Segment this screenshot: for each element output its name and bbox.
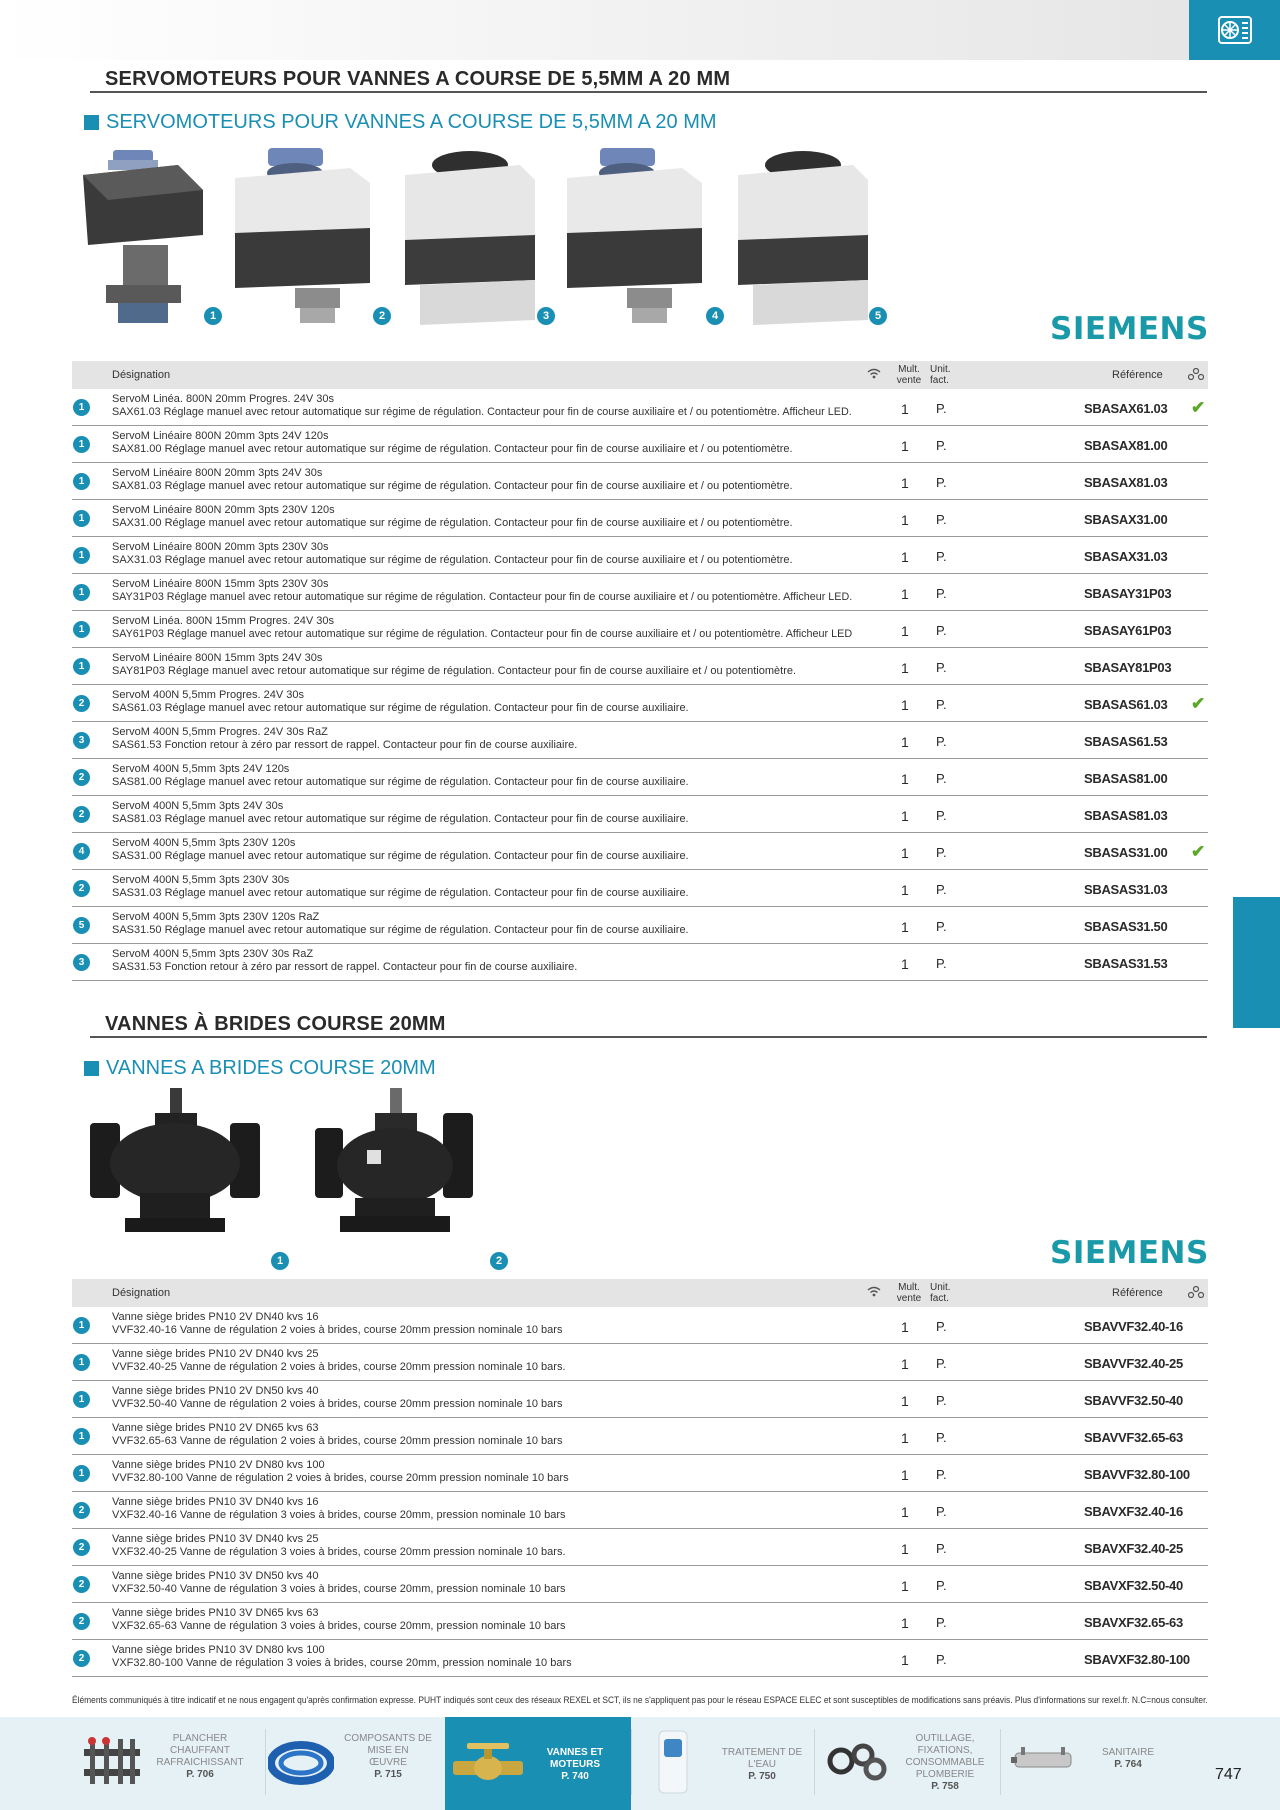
table-row[interactable] [72,500,1208,537]
billing-unit: P. [936,401,947,416]
category-line1: VANNES ET MOTEURS [546,1747,604,1770]
subsection-title: VANNES A BRIDES COURSE 20MM [106,1057,436,1079]
row-number-badge: 1 [73,1317,90,1334]
product-reference: SBASAS81.00 [1084,771,1168,786]
table-row[interactable] [72,685,1208,722]
sales-multiple: 1 [901,1430,909,1446]
billing-unit: P. [936,586,947,601]
product-reference: SBAVVF32.40-16 [1084,1319,1183,1334]
category-line2: RAFRAICHISSANT [156,1757,244,1768]
product-name: ServoM 400N 5,5mm Progres. 24V 30s [112,689,304,701]
product-name: ServoM Linéaire 800N 15mm 3pts 230V 30s [112,578,329,590]
category-line2: ŒUVRE [369,1757,407,1768]
product-description: SAS81.03 Réglage manuel avec retour automatique sur régime de régulation. Contacteur pour fin de course auxiliaire. [112,813,689,825]
sales-multiple: 1 [901,549,909,565]
sales-multiple: 1 [901,1578,909,1594]
sales-multiple: 1 [901,882,909,898]
actuator-sas-grey-image [400,145,540,325]
product-reference: SBAVXF32.65-63 [1084,1615,1183,1630]
sales-multiple: 1 [901,697,909,713]
sales-multiple: 1 [901,660,909,676]
product-name: ServoM Linéaire 800N 20mm 3pts 24V 120s [112,430,329,442]
square-bullet-icon [84,115,99,130]
row-number-badge: 5 [73,917,90,934]
header-reference: Référence [1112,369,1163,381]
product-name: ServoM 400N 5,5mm 3pts 24V 120s [112,763,290,775]
brand-logo: SIEMENS [1050,1235,1209,1271]
header-unit-line1: Unit. [930,364,951,375]
row-number-badge: 1 [73,1391,90,1408]
header-unit-line2: fact. [930,1293,949,1304]
brand-logo: SIEMENS [1050,311,1209,347]
section-divider [90,1036,1207,1038]
product-reference: SBASAY31P03 [1084,586,1172,601]
billing-unit: P. [936,623,947,638]
category-tab-corner[interactable] [1189,0,1280,60]
stock-check-icon: ✔ [1191,694,1206,713]
table-header [72,361,1208,389]
row-number-badge: 2 [73,880,90,897]
product-description: VVF32.40-16 Vanne de régulation 2 voies à brides, course 20mm pression nominale 10 bars [112,1324,563,1336]
product-description: SAS61.03 Réglage manuel avec retour automatique sur régime de régulation. Contacteur pour fin de course auxiliaire. [112,702,689,714]
product-description: VVF32.40-25 Vanne de régulation 2 voies à brides, course 20mm pression nominale 10 bars. [112,1361,566,1373]
billing-unit: P. [936,882,947,897]
table-row[interactable] [72,907,1208,944]
square-bullet-icon [84,1061,99,1076]
table-row[interactable] [72,463,1208,500]
image-number-badge: 2 [373,307,391,325]
table-row[interactable] [72,796,1208,833]
stock-check-icon: ✔ [1191,398,1206,417]
category-link-composants[interactable] [266,1717,444,1810]
header-mult [894,364,924,386]
product-description: VXF32.50-40 Vanne de régulation 3 voies à brides, course 20mm, pression nominale 10 bars [112,1583,566,1595]
wifi-icon [867,368,881,382]
category-line1: PLANCHER CHAUFFANT [170,1733,230,1756]
table-row[interactable] [72,870,1208,907]
category-line2: CONSOMMABLE PLOMBERIE [905,1757,985,1780]
actuator-sas-blue-image-1 [230,148,375,326]
row-number-badge: 1 [73,1354,90,1371]
sales-multiple: 1 [901,401,909,417]
sales-multiple: 1 [901,808,909,824]
actuator-sax-image [78,150,208,325]
table-row[interactable] [72,648,1208,685]
category-label [338,1733,438,1781]
product-description: VXF32.40-25 Vanne de régulation 3 voies à brides, course 20mm pression nominale 10 bars. [112,1546,566,1558]
table-row[interactable] [72,833,1208,870]
image-number-badge: 1 [204,307,222,325]
sales-multiple: 1 [901,771,909,787]
category-link-sanitaire[interactable] [1001,1717,1200,1810]
sales-multiple: 1 [901,1541,909,1557]
product-name: ServoM Linéa. 800N 20mm Progres. 24V 30s [112,393,334,405]
product-description: SAX31.00 Réglage manuel avec retour automatique sur régime de régulation. Contacteur pour fin de course auxiliaire et / ou potentiomètre. [112,517,793,529]
table-row[interactable] [72,426,1208,463]
billing-unit: P. [936,1393,947,1408]
table-row[interactable] [72,759,1208,796]
product-description: VXF32.40-16 Vanne de régulation 3 voies à brides, course 20mm, pression nominale 10 bars [112,1509,566,1521]
row-number-badge: 1 [73,510,90,527]
table-row[interactable] [72,722,1208,759]
sales-multiple: 1 [901,845,909,861]
billing-unit: P. [936,475,947,490]
table-row[interactable] [72,537,1208,574]
row-number-badge: 1 [73,658,90,675]
row-number-badge: 3 [73,732,90,749]
row-number-badge: 2 [73,1576,90,1593]
table-row[interactable] [72,944,1208,981]
product-reference: SBASAY81P03 [1084,660,1172,675]
product-name: Vanne siège brides PN10 2V DN65 kvs 63 [112,1422,319,1434]
product-reference: SBASAX61.03 [1084,401,1168,416]
subsection-heading [84,1057,436,1080]
billing-unit: P. [936,1467,947,1482]
image-number-badge: 4 [706,307,724,325]
product-name: Vanne siège brides PN10 2V DN40 kvs 16 [112,1311,319,1323]
valve-icon [453,1741,523,1787]
valve-2-way-image [90,1088,260,1238]
water-filter-icon [656,1727,690,1797]
sales-multiple: 1 [901,1652,909,1668]
billing-unit: P. [936,734,947,749]
product-description: VXF32.80-100 Vanne de régulation 3 voies à brides, course 20mm, pression nominale 10 bars [112,1657,572,1669]
row-number-badge: 2 [73,769,90,786]
product-name: ServoM 400N 5,5mm 3pts 230V 120s [112,837,296,849]
product-reference: SBASAX31.00 [1084,512,1168,527]
row-number-badge: 2 [73,1502,90,1519]
row-number-badge: 2 [73,806,90,823]
water-heater-icon [1011,1745,1077,1775]
product-description: VVF32.65-63 Vanne de régulation 2 voies à brides, course 20mm pression nominale 10 bars [112,1435,563,1447]
product-description: SAX81.03 Réglage manuel avec retour automatique sur régime de régulation. Contacteur pour fin de course auxiliaire et / ou potentiomètre. [112,480,793,492]
actuator-sas-grey-image-2 [733,145,873,325]
category-link-plancher[interactable] [0,1717,265,1810]
billing-unit: P. [936,549,947,564]
product-reference: SBAVXF32.80-100 [1084,1652,1190,1667]
table-row[interactable] [72,1381,1208,1418]
sales-multiple: 1 [901,734,909,750]
header-unit-line1: Unit. [930,1282,951,1293]
valve-3-way-image [315,1088,475,1238]
category-page: P. 758 [931,1781,959,1792]
header-unit [930,1282,960,1304]
billing-unit: P. [936,956,947,971]
product-description: SAS61.53 Fonction retour à zéro par ressort de rappel. Contacteur pour fin de course auxiliaire. [112,739,578,751]
billing-unit: P. [936,1541,947,1556]
header-designation: Désignation [112,1287,171,1299]
sales-multiple: 1 [901,475,909,491]
product-reference: SBAVVF32.80-100 [1084,1467,1190,1482]
row-number-badge: 1 [73,621,90,638]
product-description: SAS31.53 Fonction retour à zéro par ressort de rappel. Contacteur pour fin de course auxiliaire. [112,961,578,973]
image-number-badge: 3 [537,307,555,325]
category-navigation-bar [0,1717,1280,1810]
row-number-badge: 2 [73,1650,90,1667]
product-reference: SBASAS81.03 [1084,808,1168,823]
product-name: ServoM Linéaire 800N 20mm 3pts 24V 30s [112,467,323,479]
category-page: P. 750 [748,1771,776,1782]
billing-unit: P. [936,1430,947,1445]
product-description: VXF32.65-63 Vanne de régulation 3 voies à brides, course 20mm, pression nominale 10 bars [112,1620,566,1632]
subsection-title: SERVOMOTEURS POUR VANNES A COURSE DE 5,5MM A 20 MM [106,111,717,133]
product-reference: SBAVXF32.50-40 [1084,1578,1183,1593]
product-reference: SBAVXF32.40-16 [1084,1504,1183,1519]
row-number-badge: 3 [73,954,90,971]
section-title: SERVOMOTEURS POUR VANNES A COURSE DE 5,5MM A 20 MM [105,68,731,90]
product-name: Vanne siège brides PN10 3V DN50 kvs 40 [112,1570,319,1582]
sales-multiple: 1 [901,512,909,528]
product-reference: SBASAS31.50 [1084,919,1168,934]
billing-unit: P. [936,1356,947,1371]
category-label [1093,1747,1163,1771]
stock-network-icon [1188,1286,1204,1301]
product-reference: SBAVVF32.65-63 [1084,1430,1183,1445]
sales-multiple: 1 [901,1504,909,1520]
billing-unit: P. [936,1615,947,1630]
header-reference: Référence [1112,1287,1163,1299]
product-name: ServoM 400N 5,5mm 3pts 230V 120s RaZ [112,911,320,923]
billing-unit: P. [936,438,947,453]
row-number-badge: 1 [73,436,90,453]
product-description: SAS31.00 Réglage manuel avec retour automatique sur régime de régulation. Contacteur pour fin de course auxiliaire. [112,850,689,862]
category-label [150,1733,250,1781]
category-line1: TRAITEMENT DE L'EAU [721,1747,803,1770]
header-mult-line1: Mult. [898,1282,920,1293]
image-number-badge: 1 [271,1252,289,1270]
billing-unit: P. [936,845,947,860]
product-description: SAX81.00 Réglage manuel avec retour automatique sur régime de régulation. Contacteur pour fin de course auxiliaire et / ou potentiomètre. [112,443,793,455]
row-number-badge: 1 [73,1428,90,1445]
product-description: SAS31.03 Réglage manuel avec retour automatique sur régime de régulation. Contacteur pour fin de course auxiliaire. [112,887,689,899]
section-title: VANNES À BRIDES COURSE 20MM [105,1013,446,1035]
category-link-outillage[interactable] [815,1717,1000,1810]
table-row[interactable] [72,1344,1208,1381]
product-name: ServoM Linéaire 800N 20mm 3pts 230V 30s [112,541,329,553]
sales-multiple: 1 [901,1393,909,1409]
image-number-badge: 2 [490,1252,508,1270]
sales-multiple: 1 [901,919,909,935]
subsection-heading [84,111,717,134]
product-table [72,1279,1208,1677]
header-mult-line1: Mult. [898,364,920,375]
product-reference: SBASAS31.53 [1084,956,1168,971]
stock-network-icon [1188,368,1204,383]
category-label [525,1747,625,1783]
product-reference: SBAVVF32.50-40 [1084,1393,1183,1408]
product-description: SAY31P03 Réglage manuel avec retour automatique sur régime de régulation. Contacteur pour fin de course auxiliaire et / ou potentiomètre. Afficheur LED. [112,591,853,603]
clamps-icon [827,1739,887,1785]
billing-unit: P. [936,1319,947,1334]
header-mult-line2: vente [896,1293,922,1304]
cooling-unit-icon [1217,15,1253,45]
billing-unit: P. [936,1578,947,1593]
pipe-coil-icon [268,1739,334,1787]
row-number-badge: 1 [73,547,90,564]
product-reference: SBASAS61.53 [1084,734,1168,749]
row-number-badge: 1 [73,399,90,416]
billing-unit: P. [936,697,947,712]
billing-unit: P. [936,919,947,934]
table-row[interactable] [72,1455,1208,1492]
product-description: SAX61.03 Réglage manuel avec retour automatique sur régime de régulation. Contacteur pour fin de course auxiliaire et / ou potentiomètre. Afficheur LED. [112,406,852,418]
product-name: ServoM Linéaire 800N 20mm 3pts 230V 120s [112,504,335,516]
category-label [714,1747,810,1783]
row-number-badge: 2 [73,1539,90,1556]
stock-check-icon: ✔ [1191,842,1206,861]
billing-unit: P. [936,660,947,675]
row-number-badge: 1 [73,584,90,601]
product-reference: SBASAS31.03 [1084,882,1168,897]
header-unit [930,364,960,386]
category-line1: SANITAIRE [1101,1747,1155,1758]
sales-multiple: 1 [901,1319,909,1335]
product-name: Vanne siège brides PN10 3V DN40 kvs 16 [112,1496,319,1508]
table-row[interactable] [72,1307,1208,1344]
product-name: ServoM Linéa. 800N 15mm Progres. 24V 30s [112,615,334,627]
product-name: Vanne siège brides PN10 2V DN40 kvs 25 [112,1348,319,1360]
row-number-badge: 2 [73,695,90,712]
product-name: Vanne siège brides PN10 3V DN65 kvs 63 [112,1607,319,1619]
product-description: SAY61P03 Réglage manuel avec retour automatique sur régime de régulation. Contacteur pour fin de course auxiliaire et / ou potentiomètre. Afficheur LED [112,628,853,640]
product-name: Vanne siège brides PN10 2V DN80 kvs 100 [112,1459,325,1471]
section-divider [90,91,1207,93]
product-description: VVF32.50-40 Vanne de régulation 2 voies à brides, course 20mm pression nominale 10 bars [112,1398,563,1410]
category-page: P. 715 [374,1769,402,1780]
image-number-badge: 5 [869,307,887,325]
actuator-sas-blue-image-2 [562,148,707,326]
product-name: Vanne siège brides PN10 3V DN40 kvs 25 [112,1533,319,1545]
header-mult-line2: vente [896,375,922,386]
row-number-badge: 1 [73,473,90,490]
category-page: P. 764 [1114,1759,1142,1770]
category-line1: COMPOSANTS DE MISE EN [344,1733,432,1756]
product-description: SAS31.50 Réglage manuel avec retour automatique sur régime de régulation. Contacteur pour fin de course auxiliaire. [112,924,689,936]
wifi-icon [867,1286,881,1300]
billing-unit: P. [936,512,947,527]
sales-multiple: 1 [901,1467,909,1483]
category-line1: OUTILLAGE, FIXATIONS, [915,1733,975,1756]
category-label [893,1733,997,1793]
table-header [72,1279,1208,1307]
header-unit-line2: fact. [930,375,949,386]
table-row[interactable] [72,1418,1208,1455]
product-name: ServoM 400N 5,5mm 3pts 230V 30s [112,874,290,886]
sales-multiple: 1 [901,438,909,454]
product-reference: SBASAS31.00 [1084,845,1168,860]
product-description: SAY81P03 Réglage manuel avec retour automatique sur régime de régulation. Contacteur pour fin de course auxiliaire et / ou potentiomètre. [112,665,797,677]
product-reference: SBASAX31.03 [1084,549,1168,564]
billing-unit: P. [936,1652,947,1667]
table-row[interactable] [72,1529,1208,1566]
sales-multiple: 1 [901,1615,909,1631]
sales-multiple: 1 [901,623,909,639]
table-row[interactable] [72,1566,1208,1603]
billing-unit: P. [936,808,947,823]
section-side-tab[interactable] [1233,897,1280,1028]
table-row[interactable] [72,389,1208,426]
row-number-badge: 4 [73,843,90,860]
product-table [72,361,1208,981]
product-reference: SBASAX81.00 [1084,438,1168,453]
top-header-band [0,0,1189,60]
product-name: Vanne siège brides PN10 2V DN50 kvs 40 [112,1385,319,1397]
sales-multiple: 1 [901,1356,909,1372]
product-reference: SBAVXF32.40-25 [1084,1541,1183,1556]
product-reference: SBAVVF32.40-25 [1084,1356,1183,1371]
product-reference: SBASAX81.03 [1084,475,1168,490]
sales-multiple: 1 [901,586,909,602]
product-reference: SBASAY61P03 [1084,623,1172,638]
table-body [72,1307,1208,1677]
category-link-vannes-active[interactable] [445,1717,631,1810]
category-page: P. 740 [561,1771,589,1782]
table-row[interactable] [72,1640,1208,1677]
product-name: Vanne siège brides PN10 3V DN80 kvs 100 [112,1644,325,1656]
legal-footnote: Éléments communiqués à titre indicatif et ne nous engagent qu'après confirmation expresse. PUHT indiqués sont ceux des réseaux REXEL et SCT, ils ne s'appliquent pas pour le réseau ESPACE ELEC et sont susceptibles de modifications sans préavis. Plus d'informations sur rexel.fr. N.C=nous consulter. [72,1695,1208,1705]
table-row[interactable] [72,574,1208,611]
header-mult [894,1282,924,1304]
product-name: ServoM 400N 5,5mm Progres. 24V 30s RaZ [112,726,328,738]
row-number-badge: 2 [73,1613,90,1630]
product-name: ServoM 400N 5,5mm 3pts 230V 30s RaZ [112,948,314,960]
manifold-icon [82,1731,142,1791]
product-description: VVF32.80-100 Vanne de régulation 2 voies à brides, course 20mm pression nominale 10 bars [112,1472,569,1484]
table-row[interactable] [72,611,1208,648]
billing-unit: P. [936,771,947,786]
table-row[interactable] [72,1603,1208,1640]
sales-multiple: 1 [901,956,909,972]
billing-unit: P. [936,1504,947,1519]
page-number: 747 [1215,1766,1242,1783]
table-body [72,389,1208,981]
product-description: SAS81.00 Réglage manuel avec retour automatique sur régime de régulation. Contacteur pour fin de course auxiliaire. [112,776,689,788]
table-row[interactable] [72,1492,1208,1529]
category-page: P. 706 [186,1769,214,1780]
product-name: ServoM Linéaire 800N 15mm 3pts 24V 30s [112,652,323,664]
header-designation: Désignation [112,369,171,381]
category-link-traitement[interactable] [632,1717,814,1810]
product-description: SAX31.03 Réglage manuel avec retour automatique sur régime de régulation. Contacteur pour fin de course auxiliaire et / ou potentiomètre. [112,554,793,566]
product-reference: SBASAS61.03 [1084,697,1168,712]
row-number-badge: 1 [73,1465,90,1482]
product-name: ServoM 400N 5,5mm 3pts 24V 30s [112,800,284,812]
